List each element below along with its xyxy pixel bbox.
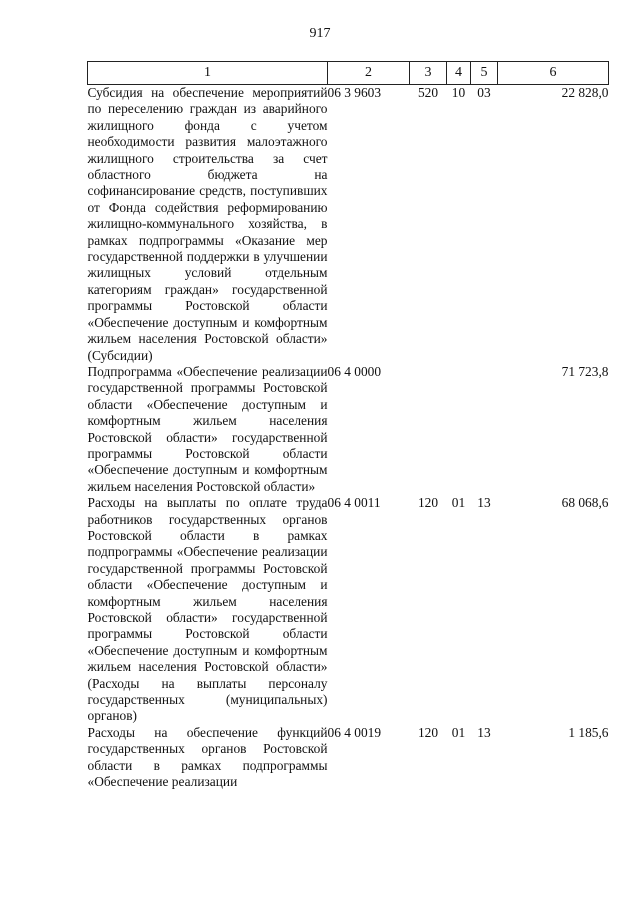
row-amount: 1 185,6 [568, 724, 609, 740]
table-row [88, 364, 609, 495]
row-section: 01 [451, 495, 466, 511]
row-description: Субсидия на обеспечение мероприятий по переселению граждан из аварийного жилищного фонда с учетом необходимости развития малоэтажного жилищного строительства за счет областного бюджета на софинансирование средств, поступивших от Фонда содействия реформированию жилищно-коммунального хозяйства, в рамках подпрограммы «Оказание мер государственной поддержки в улучшении жилищных условий отдельным категориям граждан» государственной программы Ростовской области «Обеспечение доступным и комфортным жильем населения Ростовской области» (Субсидии) [87, 85, 328, 363]
table-body [88, 85, 609, 791]
row-code: 06 4 0000 [327, 363, 382, 379]
row-subsection [471, 364, 498, 495]
row-section: 10 [451, 85, 466, 100]
row-amount: 22 828,0 [561, 85, 609, 100]
table-row [88, 725, 609, 791]
row-expense-type: 520 [417, 85, 439, 100]
table-row [88, 85, 609, 364]
row-code: 06 4 0011 [327, 495, 381, 511]
row-description: Подпрограмма «Обеспечение реализации государственной программы Ростовской области «Обеспечение доступным и комфортным жильем населения Ростовской области» государственной программы Ростовской области «Обеспечение доступным и комфортным жильем населения Ростовской области» [87, 363, 328, 494]
budget-table [87, 61, 609, 790]
row-section [447, 364, 471, 495]
row-expense-type [410, 364, 447, 495]
row-subsection: 13 [477, 495, 491, 511]
header-row [88, 62, 609, 85]
page-number: 917 [309, 26, 331, 41]
row-expense-type: 120 [417, 495, 439, 511]
header-col-type: 3 [410, 62, 447, 85]
row-description: Расходы на выплаты по оплате труда работников государственных органов Ростовской области в рамках подпрограммы «Обеспечение реализации государственной программы Ростовской области «Обеспечение доступным и комфортным жильем населения Ростовской области» государственной программы Ростовской области «Обеспечение доступным и комфортным жильем населения Ростовской области» (Расходы на выплаты персоналу государственных (муниципальных) органов) [87, 495, 328, 724]
table-header [88, 62, 609, 85]
row-section: 01 [451, 724, 466, 740]
header-col-name: 1 [88, 62, 328, 85]
row-subsection: 03 [477, 85, 491, 100]
header-col-code: 2 [328, 62, 410, 85]
row-code: 06 3 9603 [327, 85, 382, 100]
header-col-section: 4 [447, 62, 471, 85]
row-amount: 68 068,6 [561, 495, 609, 511]
header-col-subsection: 5 [471, 62, 498, 85]
header-col-amount: 6 [498, 62, 609, 85]
row-subsection: 13 [477, 724, 491, 740]
row-description: Расходы на обеспечение функций государственных органов Ростовской области в рамках подпрограммы «Обеспечение реализации [87, 724, 328, 790]
row-code: 06 4 0019 [327, 724, 382, 740]
row-amount: 71 723,8 [561, 363, 609, 379]
row-expense-type: 120 [417, 724, 439, 740]
table-row [88, 495, 609, 725]
